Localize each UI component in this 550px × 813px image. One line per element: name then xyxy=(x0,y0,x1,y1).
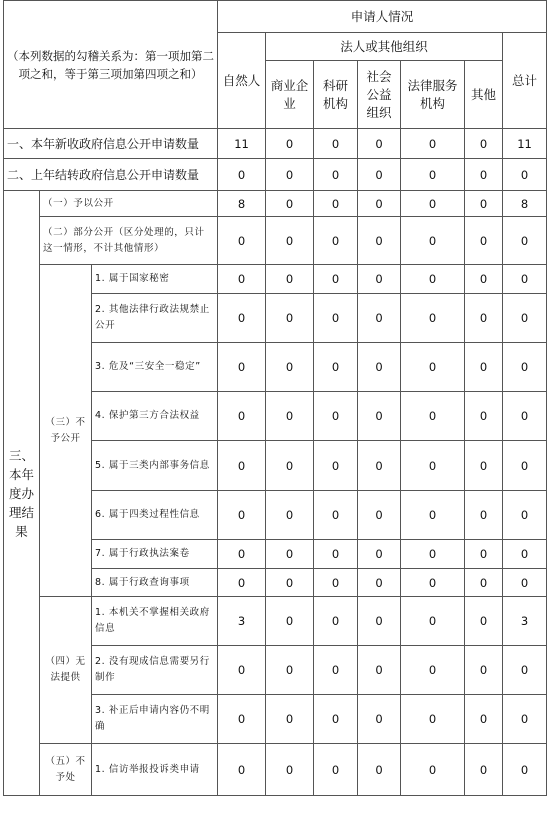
cell-value: 0 xyxy=(314,597,358,646)
cell-value: 0 xyxy=(358,191,401,217)
cell-value: 0 xyxy=(401,294,465,343)
cell-value: 0 xyxy=(465,441,503,491)
cell-value: 0 xyxy=(401,265,465,294)
cell-value: 0 xyxy=(503,540,547,569)
cell-value: 0 xyxy=(266,441,314,491)
cell-value: 0 xyxy=(266,191,314,217)
cell-value: 0 xyxy=(465,646,503,695)
cell-value: 0 xyxy=(401,491,465,540)
section-3-label: 三、本年度办理结果 xyxy=(4,191,40,796)
not-processed-group-label: （五）不予处 xyxy=(40,744,92,796)
cell-value: 0 xyxy=(401,569,465,597)
cell-value: 0 xyxy=(401,695,465,744)
row-label: 2. 没有现成信息需要另行制作 xyxy=(92,646,218,695)
cell-value: 0 xyxy=(503,217,547,265)
row-label: （二）部分公开（区分处理的，只计这一情形，不计其他情形） xyxy=(40,217,218,265)
cell-value: 3 xyxy=(503,597,547,646)
cell-value: 0 xyxy=(266,646,314,695)
row-label: 1. 本机关不掌握相关政府信息 xyxy=(92,597,218,646)
cell-value: 0 xyxy=(218,392,266,441)
cell-value: 0 xyxy=(358,217,401,265)
cell-value: 0 xyxy=(401,129,465,159)
cell-value: 0 xyxy=(358,159,401,191)
cell-value: 0 xyxy=(266,294,314,343)
cell-value: 8 xyxy=(218,191,266,217)
cell-value: 0 xyxy=(465,491,503,540)
table-row xyxy=(4,217,547,265)
cell-value: 0 xyxy=(465,597,503,646)
relationship-note: （本列数据的勾稽关系为：第一项加第二项之和，等于第三项加第四项之和） xyxy=(4,1,218,129)
cell-value: 0 xyxy=(266,695,314,744)
cell-value: 11 xyxy=(503,129,547,159)
table-row xyxy=(4,191,547,217)
cell-value: 0 xyxy=(503,159,547,191)
cell-value: 0 xyxy=(465,392,503,441)
cell-value: 0 xyxy=(503,695,547,744)
cell-value: 8 xyxy=(503,191,547,217)
cell-value: 0 xyxy=(503,744,547,796)
table-row xyxy=(4,744,547,796)
cell-value: 0 xyxy=(503,294,547,343)
cell-value: 0 xyxy=(503,265,547,294)
table-row xyxy=(4,159,547,191)
table-row xyxy=(4,129,547,159)
cell-value: 0 xyxy=(358,744,401,796)
disclosure-statistics-table xyxy=(3,0,547,796)
cell-value: 0 xyxy=(218,159,266,191)
cell-value: 0 xyxy=(314,569,358,597)
row-label: 4. 保护第三方合法权益 xyxy=(92,392,218,441)
legal-orgs-header: 法人或其他组织 xyxy=(266,33,503,61)
cell-value: 0 xyxy=(266,569,314,597)
not-open-group-label: （三）不予公开 xyxy=(40,265,92,597)
cell-value: 0 xyxy=(465,744,503,796)
subcol-legal-services: 法律服务机构 xyxy=(401,61,465,129)
cell-value: 0 xyxy=(401,744,465,796)
cell-value: 0 xyxy=(401,392,465,441)
cell-value: 0 xyxy=(358,540,401,569)
cell-value: 0 xyxy=(314,191,358,217)
cell-value: 0 xyxy=(314,265,358,294)
row-label: 一、本年新收政府信息公开申请数量 xyxy=(4,129,218,159)
applicant-header: 申请人情况 xyxy=(218,1,547,33)
cell-value: 0 xyxy=(503,569,547,597)
cell-value: 0 xyxy=(465,159,503,191)
cell-value: 0 xyxy=(503,392,547,441)
cell-value: 0 xyxy=(314,159,358,191)
cell-value: 3 xyxy=(218,597,266,646)
cell-value: 0 xyxy=(358,491,401,540)
cell-value: 0 xyxy=(314,646,358,695)
cell-value: 0 xyxy=(401,646,465,695)
cell-value: 0 xyxy=(314,129,358,159)
cell-value: 11 xyxy=(218,129,266,159)
cell-value: 0 xyxy=(314,343,358,392)
cell-value: 0 xyxy=(401,540,465,569)
cell-value: 0 xyxy=(218,646,266,695)
row-label: 2. 其他法律行政法规禁止公开 xyxy=(92,294,218,343)
cell-value: 0 xyxy=(465,540,503,569)
cell-value: 0 xyxy=(218,744,266,796)
cell-value: 0 xyxy=(465,569,503,597)
unable-group-label: （四）无法提供 xyxy=(40,597,92,744)
cell-value: 0 xyxy=(218,265,266,294)
cell-value: 0 xyxy=(266,597,314,646)
cell-value: 0 xyxy=(314,217,358,265)
cell-value: 0 xyxy=(266,217,314,265)
row-label: 3. 危及“三安全一稳定” xyxy=(92,343,218,392)
cell-value: 0 xyxy=(401,159,465,191)
table-row xyxy=(4,597,547,646)
subcol-other: 其他 xyxy=(465,61,503,129)
cell-value: 0 xyxy=(358,695,401,744)
cell-value: 0 xyxy=(314,294,358,343)
cell-value: 0 xyxy=(266,392,314,441)
table-row xyxy=(4,265,547,294)
row-label: 6. 属于四类过程性信息 xyxy=(92,491,218,540)
cell-value: 0 xyxy=(218,294,266,343)
cell-value: 0 xyxy=(358,569,401,597)
cell-value: 0 xyxy=(266,159,314,191)
cell-value: 0 xyxy=(358,129,401,159)
total-header: 总计 xyxy=(503,33,547,129)
cell-value: 0 xyxy=(266,540,314,569)
cell-value: 0 xyxy=(314,441,358,491)
cell-value: 0 xyxy=(314,491,358,540)
cell-value: 0 xyxy=(401,191,465,217)
cell-value: 0 xyxy=(401,441,465,491)
cell-value: 0 xyxy=(266,343,314,392)
cell-value: 0 xyxy=(314,392,358,441)
cell-value: 0 xyxy=(266,744,314,796)
cell-value: 0 xyxy=(218,491,266,540)
cell-value: 0 xyxy=(218,441,266,491)
row-label: 1. 属于国家秘密 xyxy=(92,265,218,294)
cell-value: 0 xyxy=(465,343,503,392)
cell-value: 0 xyxy=(358,265,401,294)
cell-value: 0 xyxy=(266,265,314,294)
cell-value: 0 xyxy=(401,343,465,392)
cell-value: 0 xyxy=(465,129,503,159)
cell-value: 0 xyxy=(465,695,503,744)
cell-value: 0 xyxy=(358,597,401,646)
cell-value: 0 xyxy=(314,744,358,796)
cell-value: 0 xyxy=(401,217,465,265)
natural-person-header: 自然人 xyxy=(218,33,266,129)
subcol-research: 科研机构 xyxy=(314,61,358,129)
cell-value: 0 xyxy=(358,392,401,441)
subcol-business: 商业企业 xyxy=(266,61,314,129)
cell-value: 0 xyxy=(465,191,503,217)
cell-value: 0 xyxy=(358,343,401,392)
cell-value: 0 xyxy=(266,491,314,540)
cell-value: 0 xyxy=(314,695,358,744)
cell-value: 0 xyxy=(503,441,547,491)
cell-value: 0 xyxy=(503,646,547,695)
subcol-nonprofit: 社会公益组织 xyxy=(358,61,401,129)
row-label: 7. 属于行政执法案卷 xyxy=(92,540,218,569)
cell-value: 0 xyxy=(358,294,401,343)
cell-value: 0 xyxy=(401,597,465,646)
cell-value: 0 xyxy=(465,217,503,265)
cell-value: 0 xyxy=(465,265,503,294)
row-label: 5. 属于三类内部事务信息 xyxy=(92,441,218,491)
cell-value: 0 xyxy=(218,540,266,569)
cell-value: 0 xyxy=(465,294,503,343)
cell-value: 0 xyxy=(218,569,266,597)
row-label: 8. 属于行政查询事项 xyxy=(92,569,218,597)
cell-value: 0 xyxy=(314,540,358,569)
cell-value: 0 xyxy=(358,441,401,491)
cell-value: 0 xyxy=(218,217,266,265)
row-label: （一）予以公开 xyxy=(40,191,218,217)
cell-value: 0 xyxy=(503,343,547,392)
row-label: 1. 信访举报投诉类申请 xyxy=(92,744,218,796)
cell-value: 0 xyxy=(503,491,547,540)
cell-value: 0 xyxy=(218,695,266,744)
row-label: 3. 补正后申请内容仍不明确 xyxy=(92,695,218,744)
row-label: 二、上年结转政府信息公开申请数量 xyxy=(4,159,218,191)
cell-value: 0 xyxy=(266,129,314,159)
cell-value: 0 xyxy=(358,646,401,695)
cell-value: 0 xyxy=(218,343,266,392)
